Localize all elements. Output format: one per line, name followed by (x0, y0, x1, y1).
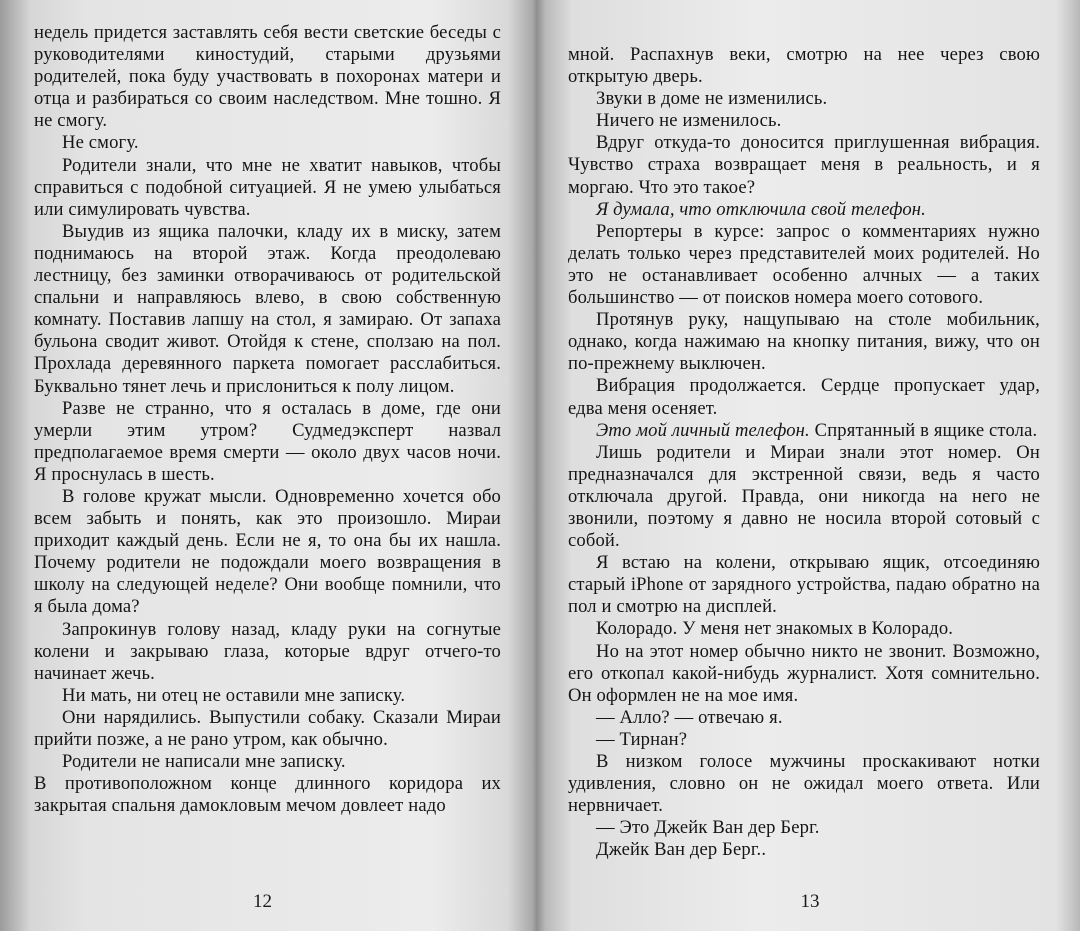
paragraph (568, 641, 1040, 707)
paragraph (568, 44, 1040, 88)
paragraph-text: Протянув руку, нащупываю на столе мобильник, однако, когда нажимаю на кнопку питания, вижу, что он по-прежнему выключен. (568, 309, 1040, 375)
paragraph (34, 707, 501, 751)
paragraph (568, 817, 1040, 839)
paragraph (568, 442, 1040, 552)
left-page-text (34, 22, 501, 817)
paragraph-text: — Тирнан? (596, 728, 688, 750)
paragraph-text: Спрятанный в ящике стола. (809, 419, 1038, 441)
page-number-left: 12 (253, 891, 272, 912)
paragraph (568, 729, 1040, 751)
paragraph (34, 619, 501, 685)
paragraph (568, 110, 1040, 132)
paragraph (568, 751, 1040, 817)
paragraph (34, 398, 501, 486)
paragraph-text: Вдруг откуда-то доносится приглушенная вибрация. Чувство страха возвращает меня в реальность, и я моргаю. Что это такое? (568, 132, 1040, 198)
paragraph (568, 88, 1040, 110)
paragraph (568, 420, 1040, 442)
left-page (0, 0, 525, 931)
paragraph-text: В низком голосе мужчины проскакивают нотки удивления, словно он не ожидал моего ответа. Или нервничает. (568, 751, 1040, 817)
paragraph-text: Не смогу. (62, 132, 139, 154)
paragraph-text: Ничего не изменилось. (596, 110, 782, 132)
paragraph-text: Они нарядились. Выпустили собаку. Сказали Мираи прийти позже, а не рано утром, как обычно. (34, 706, 501, 750)
right-page (540, 0, 1080, 931)
page-number-right: 13 (800, 891, 820, 912)
paragraph (34, 132, 501, 154)
paragraph-text: Разве не странно, что я осталась в доме, где они умерли этим утром? Судмедэксперт назвал предполагаемое время смерти — около двух часов ночи. Я проснулась в шесть. (34, 397, 501, 485)
paragraph-text: — Это Джейк Ван дер Берг. (596, 817, 820, 839)
paragraph (568, 199, 1040, 221)
paragraph (34, 486, 501, 619)
paragraph-text: Звуки в доме не изменились. (596, 88, 828, 110)
paragraph-text: Я встаю на колени, открываю ящик, отсоединяю старый iPhone от зарядного устройства, падаю обратно на пол и смотрю на дисплей. (568, 552, 1040, 618)
paragraph (34, 155, 501, 221)
paragraph-text: недель придется заставлять себя вести светские беседы с руководителями киностудий, старыми друзьями родителей, пока буду участвовать в похоронах матери и отца и разбираться со своим наследством. Мне тошно. Я не смогу. (34, 22, 501, 132)
paragraph-text: Колорадо. У меня нет знакомых в Колорадо. (596, 618, 954, 640)
paragraph (568, 375, 1040, 419)
paragraph-text: В голове кружат мысли. Одновременно хочется обо всем забыть и понять, как это произошло. Мираи приходит каждый день. Если не я, то она бы их нашла. Почему родители не подождали моего возвращения в школу на следующей неделе? Они вообще помнили, что я была дома? (34, 485, 501, 618)
paragraph (34, 22, 501, 132)
paragraph (34, 773, 501, 817)
paragraph-text: Родители знали, что мне не хватит навыков, чтобы справиться с подобной ситуацией. Я не умею улыбаться или симулировать чувства. (34, 154, 501, 220)
paragraph (568, 707, 1040, 729)
paragraph (34, 221, 501, 398)
paragraph-text: — Алло? — отвечаю я. (596, 706, 783, 728)
paragraph-text: Лишь родители и Мираи знали этот номер. Он предназначался для экстренной связи, ведь я часто отключала другой. Правда, они никогда на него не звонили, поэтому я давно не носила второй сотовый с собой. (568, 441, 1040, 552)
paragraph-text: Выудив из ящика палочки, кладу их в миску, затем поднимаюсь на второй этаж. Когда преодолеваю лестницу, без заминки отворачиваюсь от родительской спальни и направляюсь влево, в свою собственную комнату. Поставив лапшу на стол, я замираю. От запаха бульона сводит живот. Отойдя к стене, сползаю на пол. Прохлада деревянного паркета помогает расслабиться. Буквально тянет лечь и прислониться к полу лицом. (34, 220, 501, 397)
paragraph-text: В противоположном конце длинного коридора их закрытая спальня дамокловым мечом довлеет надо (34, 773, 501, 817)
paragraph-text: Родители не написали мне записку. (62, 751, 346, 773)
paragraph-text: Вибрация продолжается. Сердце пропускает удар, едва меня осеняет. (568, 375, 1040, 419)
paragraph (568, 552, 1040, 618)
paragraph-text: Запрокинув голову назад, кладу руки на согнутые колени и закрываю глаза, которые вдруг отчего-то начинает жечь. (34, 618, 501, 684)
paragraph (568, 221, 1040, 309)
paragraph (568, 132, 1040, 198)
paragraph (34, 685, 501, 707)
italic-text: Это мой личный телефон. (596, 419, 810, 441)
paragraph (568, 839, 1040, 861)
paragraph-text: Джейк Ван дер Берг.. (596, 839, 767, 861)
paragraph-text: Ни мать, ни отец не оставили мне записку. (62, 684, 406, 706)
paragraph (34, 751, 501, 773)
right-page-text (568, 44, 1040, 861)
paragraph-text: Репортеры в курсе: запрос о комментариях нужно делать только через представителей моих родителей. Но это не останавливает особенно алчных — а таких большинство — от поисков номера моего сотового. (568, 220, 1040, 309)
paragraph-text: мной. Распахнув веки, смотрю на нее через свою открытую дверь. (568, 44, 1040, 88)
paragraph (568, 618, 1040, 640)
paragraph (568, 309, 1040, 375)
paragraph-text: Но на этот номер обычно никто не звонит. Возможно, его откопал какой-нибудь журналист. Хотя сомнительно. Он оформлен не на мое имя. (568, 640, 1040, 706)
italic-text: Я думала, что отключила свой телефон. (596, 198, 926, 220)
